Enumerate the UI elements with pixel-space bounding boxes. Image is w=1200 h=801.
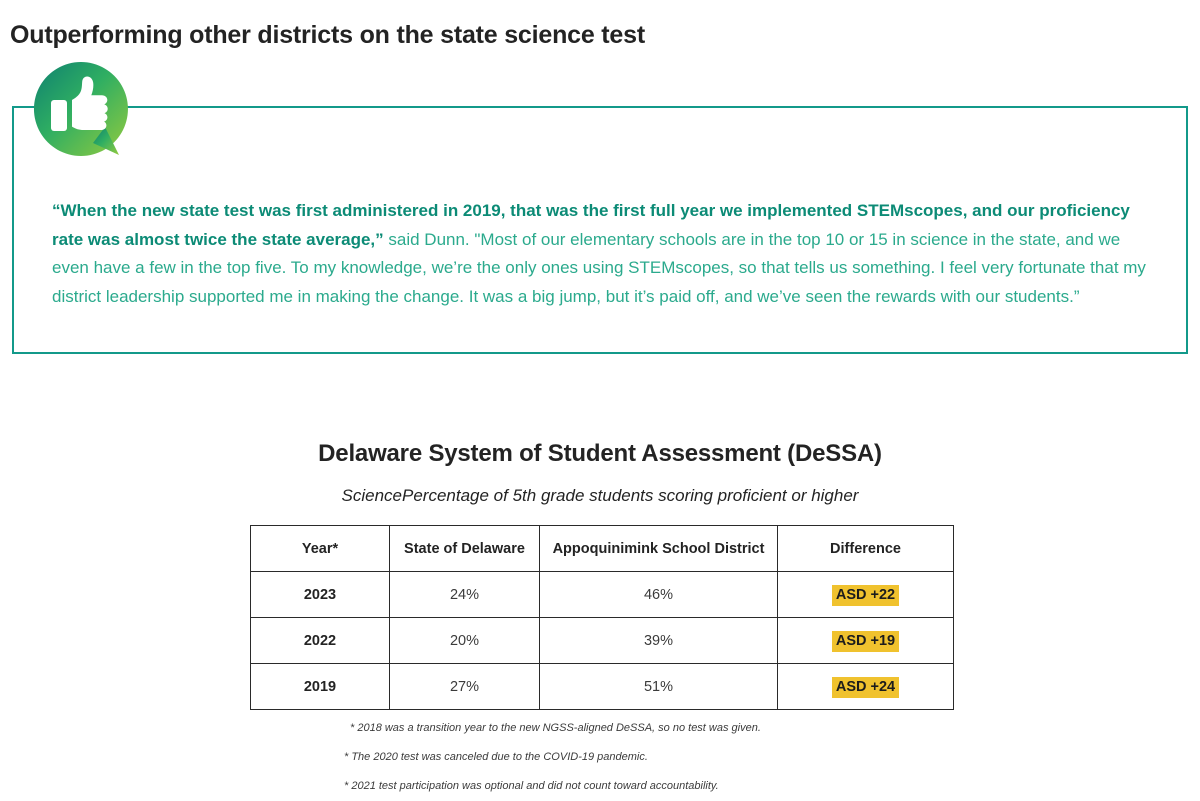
cell-state: 20%	[390, 618, 540, 664]
page-title: Outperforming other districts on the state science test	[10, 20, 645, 49]
cell-state: 27%	[390, 664, 540, 710]
table-row	[251, 664, 954, 710]
footnote-2021: * 2021 test participation was optional and did not count toward accountability.	[344, 780, 719, 792]
cell-year: 2019	[251, 664, 390, 710]
difference-badge: ASD +19	[832, 631, 899, 652]
thumbs-up-icon	[31, 59, 131, 159]
column-header-difference: Difference	[778, 526, 954, 572]
footnote-2018: * 2018 was a transition year to the new NGSS-aligned DeSSA, so no test was given.	[350, 722, 761, 734]
cell-difference	[778, 664, 954, 710]
dessa-table	[250, 525, 954, 710]
table-header-row	[251, 526, 954, 572]
footnotes	[344, 714, 984, 801]
cell-year: 2022	[251, 618, 390, 664]
column-header-district: Appoquinimink School District	[540, 526, 778, 572]
cell-year: 2023	[251, 572, 390, 618]
table-row	[251, 572, 954, 618]
quote-body: "Most of our elementary schools are in the top 10 or 15 in science in the state, and we even have a few in the top five. To my knowledge, we’re the only ones using STEMscopes, so that tells us something. I feel very fortunate that my district leadership supported me in making the change. It was a big jump, but it’s paid off, and we’ve seen the rewards with our students.”	[52, 229, 1146, 306]
cell-difference	[778, 618, 954, 664]
cell-district: 51%	[540, 664, 778, 710]
difference-badge: ASD +24	[832, 677, 899, 698]
footnote-2020: * The 2020 test was canceled due to the COVID-19 pandemic.	[344, 751, 648, 763]
quote-callout	[12, 106, 1188, 354]
column-header-year: Year*	[251, 526, 390, 572]
column-header-state: State of Delaware	[390, 526, 540, 572]
difference-badge: ASD +22	[832, 585, 899, 606]
cell-state: 24%	[390, 572, 540, 618]
cell-difference	[778, 572, 954, 618]
assessment-title: Delaware System of Student Assessment (DeSSA)	[318, 439, 882, 467]
quote-lead: “When the new state test was first administered in 2019, that was the first full year we implemented STEMscopes, and our proficiency rate was almost twice the state average,”	[52, 201, 1130, 249]
cell-district: 46%	[540, 572, 778, 618]
quote-attribution: said Dunn.	[383, 229, 475, 249]
quote-text	[52, 197, 1156, 311]
assessment-subtitle: SciencePercentage of 5th grade students scoring proficient or higher	[341, 486, 859, 505]
cell-district: 39%	[540, 618, 778, 664]
table-row	[251, 618, 954, 664]
